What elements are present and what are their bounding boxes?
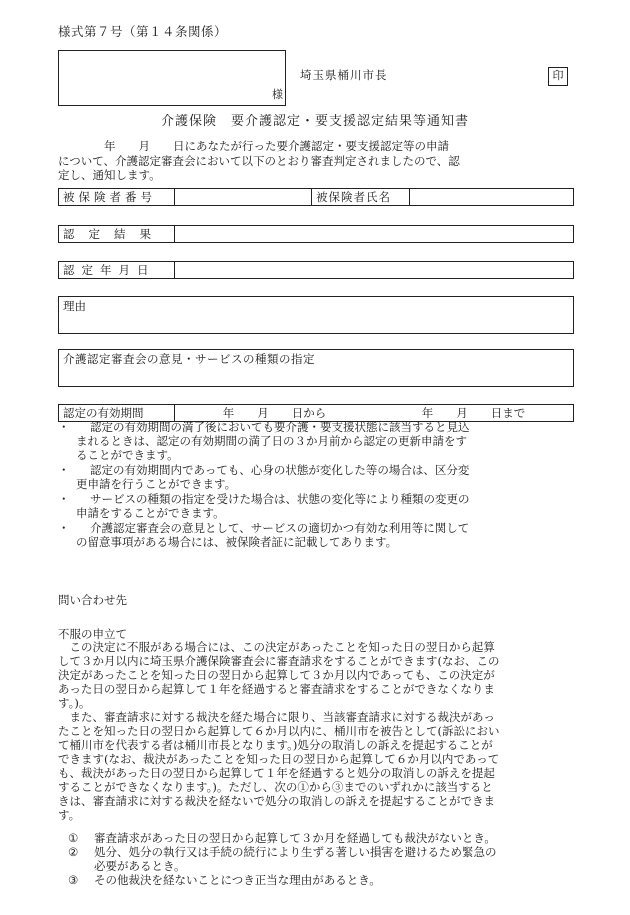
condition-number: ② — [68, 845, 79, 859]
condition-item — [64, 873, 574, 887]
objection-heading: 不服の申立て — [58, 627, 127, 641]
note-line: まれるときは、認定の有効期間の満了日の３か月前から認定の更新申請をす — [76, 434, 467, 448]
condition-line: 処分、処分の執行又は手続の続行により生ずる著しい損害を避けるため緊急の — [94, 845, 497, 859]
note-bullet: ・ — [58, 521, 70, 535]
objection-line: も、裁決があった日の翌日から起算して１年を経過すると処分の取消しの訴えを提起 — [58, 766, 495, 780]
note-bullet: ・ — [58, 463, 70, 477]
note-line: 介護認定審査会の意見として、サービスの適切かつ有効な利用等に関して — [90, 521, 470, 535]
condition-line: その他裁決を経ないことにつき正当な理由があるとき。 — [94, 873, 381, 887]
condition-item — [64, 831, 574, 845]
note-bullet: ・ — [58, 492, 70, 506]
note-line: サービスの種類の指定を受けた場合は、状態の変化等により種類の変更の — [90, 492, 470, 506]
objection-line: この決定に不服がある場合には、この決定があったことを知った日の翌日から起算 — [58, 640, 495, 654]
objection-line: することができなくなります。)。ただし、次の①から③までのいずれかに該当すると — [58, 780, 493, 794]
notes-list — [58, 420, 578, 550]
note-line: の留意事項がある場合には、被保険者証に記載してあります。 — [76, 535, 398, 549]
condition-line: 審査請求があった日の翌日から起算して３か月を経過しても裁決がないとき。 — [94, 831, 496, 845]
insured-name-label: 被保険者氏名 — [312, 189, 410, 205]
intro-line-3: 定し、通知します。 — [58, 168, 161, 182]
reason-box — [58, 296, 574, 334]
insured-row — [58, 188, 574, 206]
intro-line-2: について、介護認定審査会において以下のとおり審査判定されましたので、認 — [58, 154, 460, 168]
result-label: 認定結果 — [59, 226, 175, 242]
condition-item — [64, 845, 574, 873]
date-row — [58, 261, 574, 279]
note-item — [58, 420, 578, 462]
objection-line: 決定があったことを知った日の翌日から起算して３か月以内であっても、この決定が — [58, 668, 495, 682]
opinion-label: 介護認定審査会の意見・サービスの種類の指定 — [63, 352, 315, 366]
condition-number: ③ — [68, 873, 79, 887]
inquiry-heading: 問い合わせ先 — [58, 593, 127, 607]
condition-number: ① — [68, 831, 79, 845]
issuer-name: 埼玉県桶川市長 — [300, 68, 388, 82]
objection-text — [58, 640, 578, 822]
note-item — [58, 463, 578, 491]
date-value — [175, 262, 573, 278]
condition-line: 必要があるとき。 — [94, 859, 186, 873]
document-title: 介護保険 要介護認定・要支援認定結果等通知書 — [160, 114, 469, 129]
reason-label: 理由 — [63, 299, 86, 313]
objection-line: す。)。 — [58, 696, 91, 710]
objection-line: す。 — [58, 808, 81, 822]
objection-line: たことを知った日の翌日から起算して６か月以内に、桶川市を被告として(訴訟におい — [58, 724, 500, 738]
seal-mark: 印 — [548, 67, 568, 86]
result-value — [175, 226, 573, 242]
objection-line: して３か月以内に埼玉県介護保険審査会に審査請求をすることができます(なお、この — [58, 654, 500, 668]
insured-number-value — [175, 189, 312, 205]
note-line: 更申請を行うことができます。 — [76, 477, 237, 491]
objection-line: できます(なお、裁決があったことを知った日の翌日から起算して６か月以内であって — [58, 752, 500, 766]
note-line: ることができます。 — [76, 448, 179, 462]
note-line: 認定の有効期間内であっても、心身の状態が変化した等の場合は、区分変 — [90, 463, 470, 477]
conditions-list — [64, 831, 574, 887]
note-line: 申請をすることができます。 — [76, 506, 225, 520]
note-item — [58, 521, 578, 549]
period-to: 年 月 日まで — [421, 406, 526, 420]
objection-line: あった日の翌日から起算して１年を経過すると審査請求をすることができなくなりま — [58, 682, 495, 696]
form-number: 様式第７号（第１４条関係） — [58, 24, 228, 39]
addressee-box — [58, 50, 286, 106]
opinion-box — [58, 349, 574, 387]
addressee-suffix: 様 — [272, 88, 283, 101]
period-label: 認定の有効期間 — [59, 405, 175, 421]
period-from: 年 月 日から — [222, 406, 327, 420]
note-bullet: ・ — [58, 420, 70, 434]
objection-line: て桶川市を代表する者は桶川市長となります。)処分の取消しの訴えを提起することが — [58, 738, 493, 752]
date-label: 認定年月日 — [59, 262, 175, 278]
note-line: 認定の有効期間の満了後においても要介護・要支援状態に該当すると見込 — [90, 420, 470, 434]
insured-name-value — [410, 189, 573, 205]
insured-number-label: 被保険者番号 — [59, 189, 175, 205]
note-item — [58, 492, 578, 520]
objection-line: また、審査請求に対する裁決を経た場合に限り、当該審査請求に対する裁決があっ — [58, 710, 495, 724]
result-row — [58, 225, 574, 243]
intro-line-1: 年 月 日にあなたが行った要介護認定・要支援認定等の申請 — [58, 139, 449, 153]
objection-line: きは、審査請求に対する裁決を経ないで処分の取消しの訴えを提起することができま — [58, 794, 495, 808]
